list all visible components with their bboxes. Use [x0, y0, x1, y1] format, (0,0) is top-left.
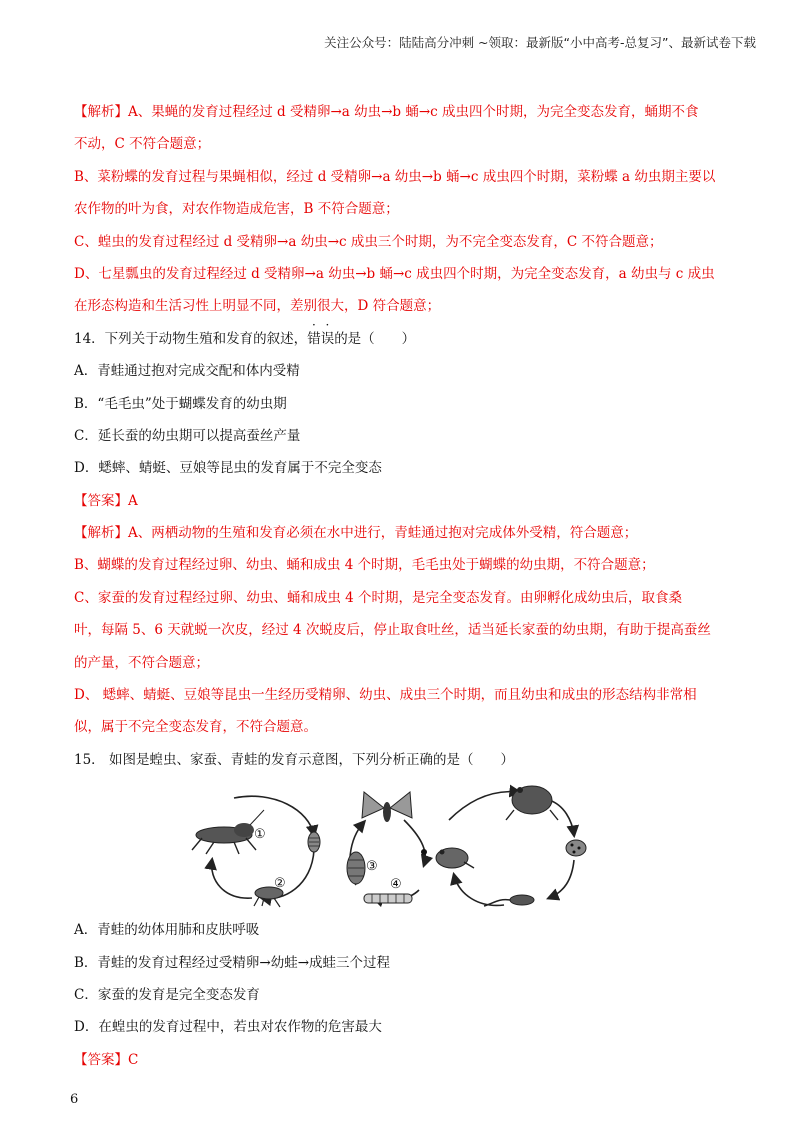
option-c: C．延长蚕的幼虫期可以提高蚕丝产量 [74, 427, 301, 444]
option-c: C．家蚕的发育是完全变态发育 [74, 986, 260, 1003]
analysis-tag: 【解析】 [74, 525, 128, 542]
analysis-line: 的产量，不符合题意； [74, 654, 209, 671]
page-header: 关注公众号：陆陆高分冲刺 ~领取：最新版“小中高考-总复习”、最新试卷下载 [324, 35, 756, 50]
frog-eggs-icon [566, 840, 586, 856]
silkworm-cycle [347, 792, 427, 903]
analysis-line: B、菜粉蝶的发育过程与果蝇相似，经过 d 受精卵→a 幼虫→b 蛹→c 成虫四个时期，菜粉蝶 a 幼虫期主要以 [74, 168, 716, 185]
development-diagram-svg [74, 780, 734, 910]
analysis-line: 在形态构造和生活习性上明显不同，差别很大，D 符合题意； [74, 298, 441, 315]
egg-pod-icon [308, 832, 320, 852]
label-1: ① [254, 827, 266, 843]
silkworm-egg-icon [421, 849, 427, 855]
option-d: D．在蝗虫的发育过程中，若虫对农作物的危害最大 [74, 1019, 382, 1036]
development-diagram [74, 780, 734, 910]
analysis-line: D、七星瓢虫的发育过程经过 d 受精卵→a 幼虫→b 蛹→c 成虫四个时期，为完全变态发育，a 幼虫与 c 成虫 [74, 265, 715, 282]
emphasis-char: 误 [320, 330, 335, 347]
question-stem-part: 的是（ ） [334, 330, 416, 347]
option-a: A．青蛙的幼体用肺和皮肤呼吸 [74, 922, 260, 939]
analysis-line: B、蝴蝶的发育过程经过卵、幼虫、蛹和成虫 4 个时期，毛毛虫处于蝴蝶的幼虫期，不符合题意； [74, 557, 655, 574]
analysis-line: 不动，C 不符合题意； [74, 136, 211, 153]
emphasis-char: 错 [307, 330, 321, 347]
option-d: D．蟋蟀、蜻蜓、豆娘等昆虫的发育属于不完全变态 [74, 460, 382, 477]
moth-icon [362, 792, 412, 822]
analysis-line [74, 96, 734, 128]
analysis-line: D、 蟋蟀、蜻蜓、豆娘等昆虫一生经历受精卵、幼虫、成虫三个时期，而且幼虫和成虫的形态结构非常相 [74, 687, 697, 704]
page-number: 6 [70, 1092, 79, 1107]
label-2: ② [274, 876, 286, 892]
young-frog-icon [436, 848, 474, 868]
option-a: A．青蛙通过抱对完成交配和体内受精 [74, 363, 300, 380]
question-15-stem: 15． 如图是蝗虫、家蚕、青蛙的发育示意图，下列分析正确的是（ ） [74, 751, 514, 768]
answer-tag: 【答案】 [74, 1051, 128, 1068]
answer-line [74, 1044, 734, 1076]
question-stem-part: 14．下列关于动物生殖和发育的叙述， [74, 330, 308, 347]
analysis-line [74, 517, 734, 549]
cocoon-icon [347, 852, 365, 884]
analysis-line: 叶，每隔 5、6 天就蜕一次皮，经过 4 次蜕皮后，停止取食吐丝，适当延长家蚕的幼虫期，有助于提高蚕丝 [74, 622, 711, 639]
answer-value: A [128, 492, 138, 509]
analysis-tag: 【解析】 [74, 104, 128, 120]
locust-cycle [192, 796, 320, 907]
frog-cycle [436, 786, 586, 906]
analysis-text: A、两栖动物的生殖和发育必须在水中进行，青蛙通过抱对完成体外受精，符合题意； [128, 525, 638, 542]
analysis-text: A、果蝇的发育过程经过 d 受精卵→a 幼虫→b 蛹→c 成虫四个时期，为完全变态发育，蛹期不食 [128, 104, 699, 120]
question-14-stem [74, 323, 734, 355]
label-3: ③ [366, 859, 378, 875]
analysis-line: 似，属于不完全变态发育，不符合题意。 [74, 719, 317, 736]
answer-value: C [128, 1051, 139, 1068]
analysis-line: C、蝗虫的发育过程经过 d 受精卵→a 幼虫→c 成虫三个时期，为不完全变态发育，C 不符合题意； [74, 233, 663, 250]
silkworm-larva-icon [364, 894, 412, 903]
answer-line [74, 485, 734, 517]
answer-tag: 【答案】 [74, 492, 128, 509]
tadpole-icon [484, 895, 534, 906]
option-b: B．青蛙的发育过程经过受精卵→幼蛙→成蛙三个过程 [74, 954, 391, 971]
option-b: B．“毛毛虫”处于蝴蝶发育的幼虫期 [74, 395, 287, 412]
analysis-line: 农作物的叶为食，对农作物造成危害，B 不符合题意； [74, 201, 399, 218]
label-4: ④ [390, 877, 402, 893]
page-content [74, 96, 734, 1076]
analysis-line: C、家蚕的发育过程经过卵、幼虫、蛹和成虫 4 个时期，是完全变态发育。由卵孵化成幼虫后，取食桑 [74, 589, 682, 606]
